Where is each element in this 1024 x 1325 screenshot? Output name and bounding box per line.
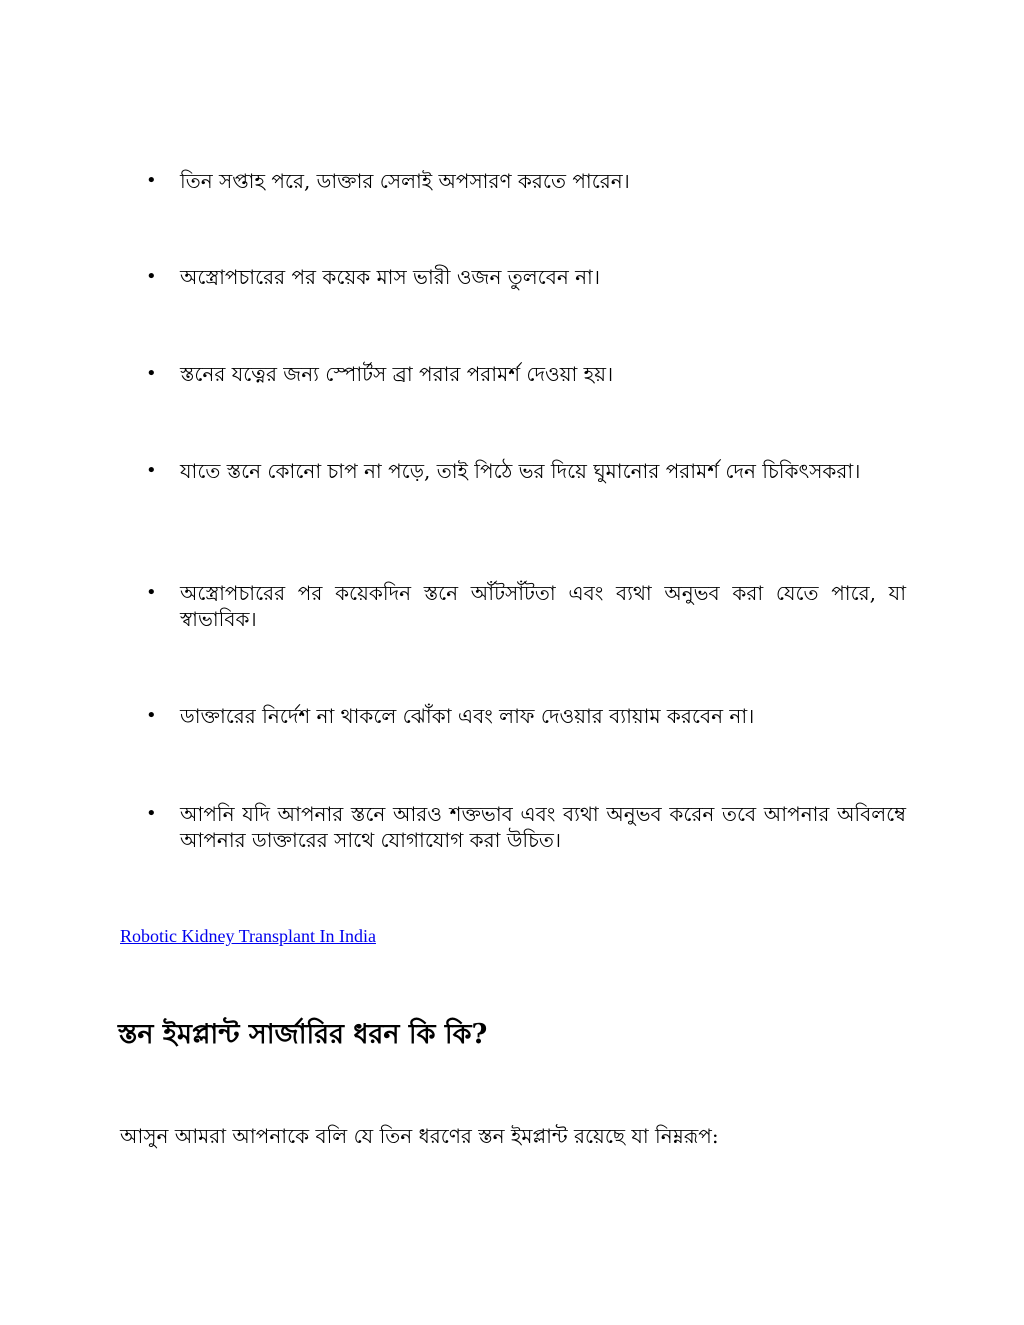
bullet-marker: • — [146, 363, 157, 384]
list-item-text: ডাক্তারের নির্দেশ না থাকলে ঝোঁকা এবং লাফ দেওয়ার ব্যায়াম করবেন না। — [180, 704, 755, 728]
list-item — [146, 458, 906, 484]
list-item-text: স্তনের যত্নের জন্য স্পোর্টস ব্রা পরার পরামর্শ দেওয়া হয়। — [180, 362, 614, 386]
list-item — [146, 264, 906, 290]
list-item — [146, 168, 906, 194]
section-heading: স্তন ইমপ্লান্ট সার্জারির ধরন কি কি? — [118, 1019, 488, 1050]
robotic-kidney-transplant-link[interactable]: Robotic Kidney Transplant In India — [120, 926, 376, 946]
list-item-text: যাতে স্তনে কোনো চাপ না পড়ে, তাই পিঠে ভর দিয়ে ঘুমানোর পরামর্শ দেন চিকিৎসকরা। — [180, 459, 861, 483]
list-item — [146, 361, 906, 387]
list-item — [146, 580, 906, 632]
list-item-text: অস্ত্রোপচারের পর কয়েক মাস ভারী ওজন তুলবেন না। — [180, 265, 601, 289]
list-item — [146, 801, 906, 853]
bullet-marker: • — [146, 460, 157, 481]
bullet-marker: • — [146, 803, 157, 824]
list-item-text: অস্ত্রোপচারের পর কয়েকদিন স্তনে আঁটসাঁটতা এবং ব্যথা অনুভব করা যেতে পারে, যা স্বাভাবিক। — [180, 581, 906, 631]
list-item-text: আপনি যদি আপনার স্তনে আরও শক্তভাব এবং ব্যথা অনুভব করেন তবে আপনার অবিলম্বে আপনার ডাক্তারের সাথে যোগাযোগ করা উচিত। — [180, 802, 906, 852]
list-item — [146, 703, 906, 729]
bullet-marker: • — [146, 582, 157, 603]
intro-paragraph: আসুন আমরা আপনাকে বলি যে তিন ধরণের স্তন ইমপ্লান্ট রয়েছে যা নিম্নরূপ: — [120, 1124, 719, 1148]
bullet-marker: • — [146, 266, 157, 287]
bullet-marker: • — [146, 705, 157, 726]
bullet-marker: • — [146, 170, 157, 191]
list-item-text: তিন সপ্তাহ পরে, ডাক্তার সেলাই অপসারণ করতে পারেন। — [180, 169, 630, 193]
